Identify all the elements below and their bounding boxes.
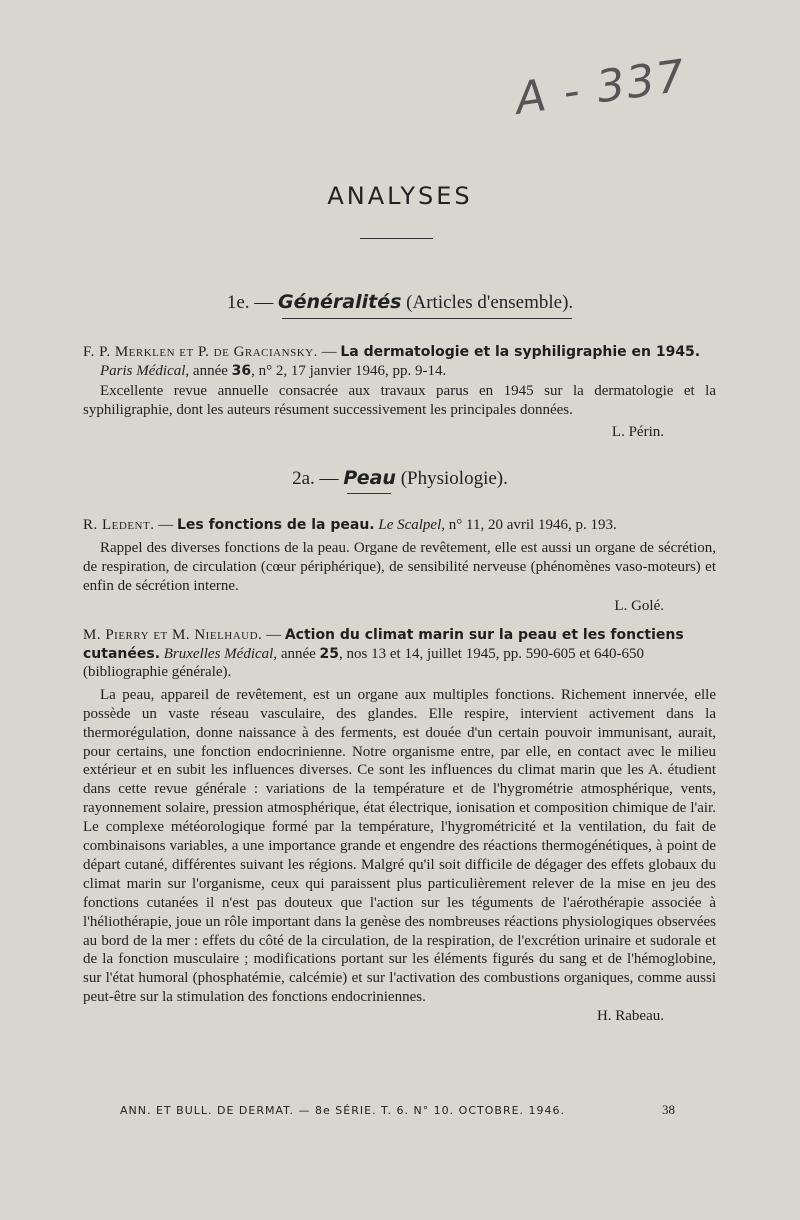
article-title: Action du climat marin sur la peau et les fonctiens cutanées. [83,627,684,662]
section-rule [347,493,391,494]
ref-text: année [189,362,232,379]
ref-text: n° 11, 20 avril 1946, p. 193. [445,517,617,533]
article-signature: L. Golé. [614,598,664,615]
article-signature: L. Périn. [611,424,664,440]
article-abstract: Rappel des diverses fonctions de la peau. Organe de revêtement, elle est aussi un organe de sécrétion, de respiration, de circulation (cœur périphérique), de sensibilité nerveuse (phénomènes vaso-moteurs) et enfin de sécrétion interne. [83,539,716,594]
journal-name: Bruxelles Médical, [163,645,278,662]
handwritten-mark: A - 337 [512,50,690,125]
section-number: 1e. — [226,292,274,313]
section-keyword: Généralités [278,291,402,313]
ref-text: , nos 13 et 14, juillet 1945, pp. 590-605 et 640-650 (bibliographie générale). [83,645,645,681]
journal-name: Le Scalpel, [378,517,446,533]
separator: — [154,517,177,533]
article-authors: M. Pierry et M. Nielhaud. [83,627,263,643]
article-authors: F. P. Merklen et P. de Graciansky. [83,344,318,360]
article-signature: H. Rabeau. [596,1008,664,1025]
article-authors: R. Ledent. [83,517,155,533]
article-title: Les fonctions de la peau. [176,517,375,533]
article-reference [83,516,716,535]
section-subtitle: (Articles d'ensemble). [406,292,574,313]
separator: — [262,627,285,643]
article-abstract: Excellente revue annuelle consacrée aux travaux parus en 1945 sur la dermatologie et la syphiligraphie, dont les auteurs résument successivement les principales données. [83,383,716,419]
article-reference [83,343,716,380]
article-3 [83,626,716,1026]
article-reference [83,626,716,682]
volume: 25 [319,645,340,662]
section-keyword: Peau [343,467,396,489]
ref-text: année [277,645,320,662]
article-abstract: La peau, appareil de revêtement, est un organe aux multiples fonctions. Richement innervée, elle possède un vaste réseau vasculaire, des glandes. Elle respire, intervient activement dans la thermorégulation, donne naissance à des ferments, est douée d'un certain pouvoir immunisant, aurait, pour certains, une fonction endocrinienne. Notre organisme entre, par elle, en contact avec le milieu extérieur et en subit les influences diverses. Ce sont les influences du climat marin que les A. étudient dans cette revue générale : variations de la température et de l'hygrométrie atmosphérique, vents, rayonnement solaire, pression atmosphérique, état électrique, ionisation et composition chimique de l'air. Le complexe météorologique formé par la température, l'hygrométricité et la ventilation, du fait de combinaisons variables, a une importance grande et engendre des réactions thermogénétiques, à point de départ cutané, différentes suivant les régions. Malgré qu'il soit difficile de dégager des effets globaux du climat marin sur l'organisme, ceux qui paraissent plus particulièrement relever de la mise en jeu des fonctions cutanées il n'est pas douteux que l'action sur les téguments de l'aérothérapie associée à l'héliothérapie, joue un rôle important dans la genèse des nombreuses réactions physiologiques observées au bord de la mer : effets du côté de la circulation, de la respiration, de l'excrétion urinaire et sudorale et de la fonction musculaire ; modifications portant sur les éléments figurés du sang et de l'hémoglobine, sur l'état humoral (phosphatémie, calcémie) et sur l'activation des combustions organiques, comme aussi peut-être sur la stimulation des fonctions endocriniennes. [83,686,716,1006]
article-2 [83,516,716,616]
section-number: 2a. — [292,468,339,489]
title-rule [360,238,433,239]
journal-name: Paris Médical, [100,362,190,379]
article-title: La dermatologie et la syphiligraphie en 1945. [340,344,701,360]
article-1 [83,343,716,442]
section-heading-1 [0,291,800,314]
page-number: 38 [662,1102,675,1117]
page-title: ANALYSES [327,182,473,210]
section-subtitle: (Physiologie). [400,468,508,489]
section-rule [282,318,572,319]
ref-text: , n° 2, 17 janvier 1946, pp. 9-14. [251,362,447,379]
section-heading-2 [0,467,800,490]
separator: — [317,344,341,360]
volume: 36 [231,362,252,379]
running-footer: ANN. ET BULL. DE DERMAT. — 8e SÉRIE. T. 6. N° 10. OCTOBRE. 1946. [120,1104,566,1117]
